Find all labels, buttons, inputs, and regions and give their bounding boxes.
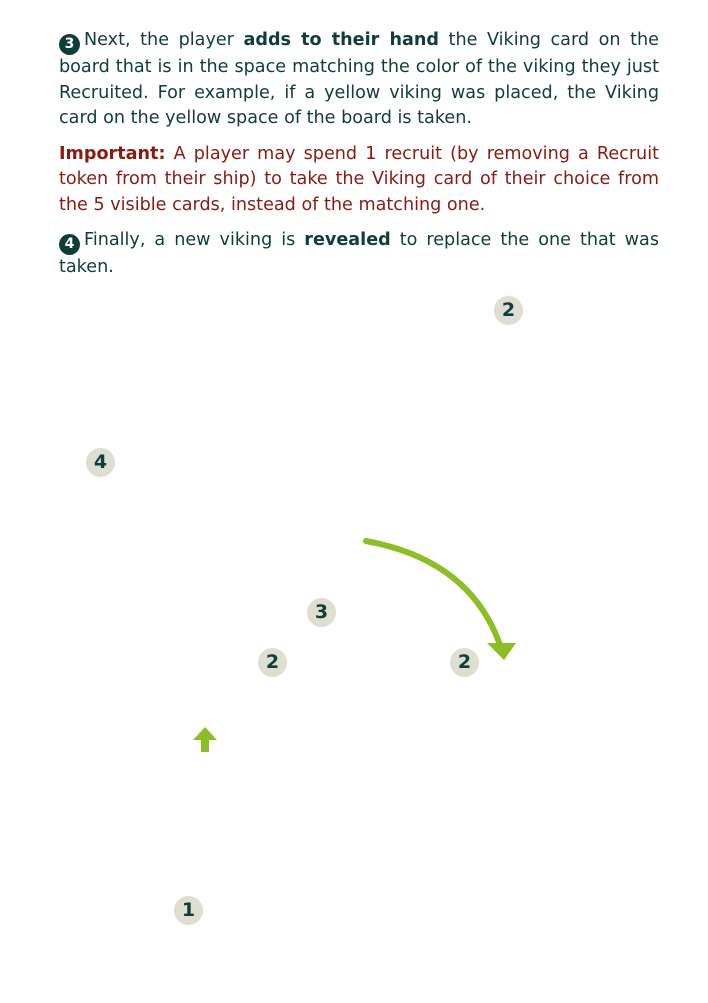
important-text: A player may spend 1 recruit (by removing a Recruit token from their ship) to take the Viking card of their choice from the 5 visible cards, instead of the matching one. <box>59 143 659 215</box>
step-4-text-pre: Finally, a new viking is <box>84 230 305 250</box>
step-marker-1: 1 <box>174 896 203 925</box>
step-marker-2-top: 2 <box>494 296 523 325</box>
step-4-number-icon: 4 <box>59 234 80 255</box>
step-marker-2-left: 2 <box>258 648 287 677</box>
step-3-text-post: the Viking card on the board that is in the space matching the color of the viking they just Recruited. For example, if a yellow viking was placed, the Viking card on the yellow space of the board is taken. <box>59 30 660 128</box>
step-marker-4: 4 <box>86 448 115 477</box>
up-arrow-head-icon <box>193 727 217 740</box>
step-3-text-bold: adds to their hand <box>243 30 439 50</box>
step-4-text-bold: revealed <box>304 230 391 250</box>
step-marker-2-right: 2 <box>450 648 479 677</box>
step-marker-3: 3 <box>307 598 336 627</box>
step-3-number-icon: 3 <box>59 34 80 55</box>
curved-arrow-icon <box>366 541 500 645</box>
curved-arrow-head-icon <box>487 643 516 660</box>
step-4-text-post: to replace the one that was taken. <box>59 230 659 277</box>
step-3-text-pre: Next, the player <box>84 30 244 50</box>
up-arrow-shaft-icon <box>201 739 209 752</box>
important-label: Important: <box>59 143 166 164</box>
